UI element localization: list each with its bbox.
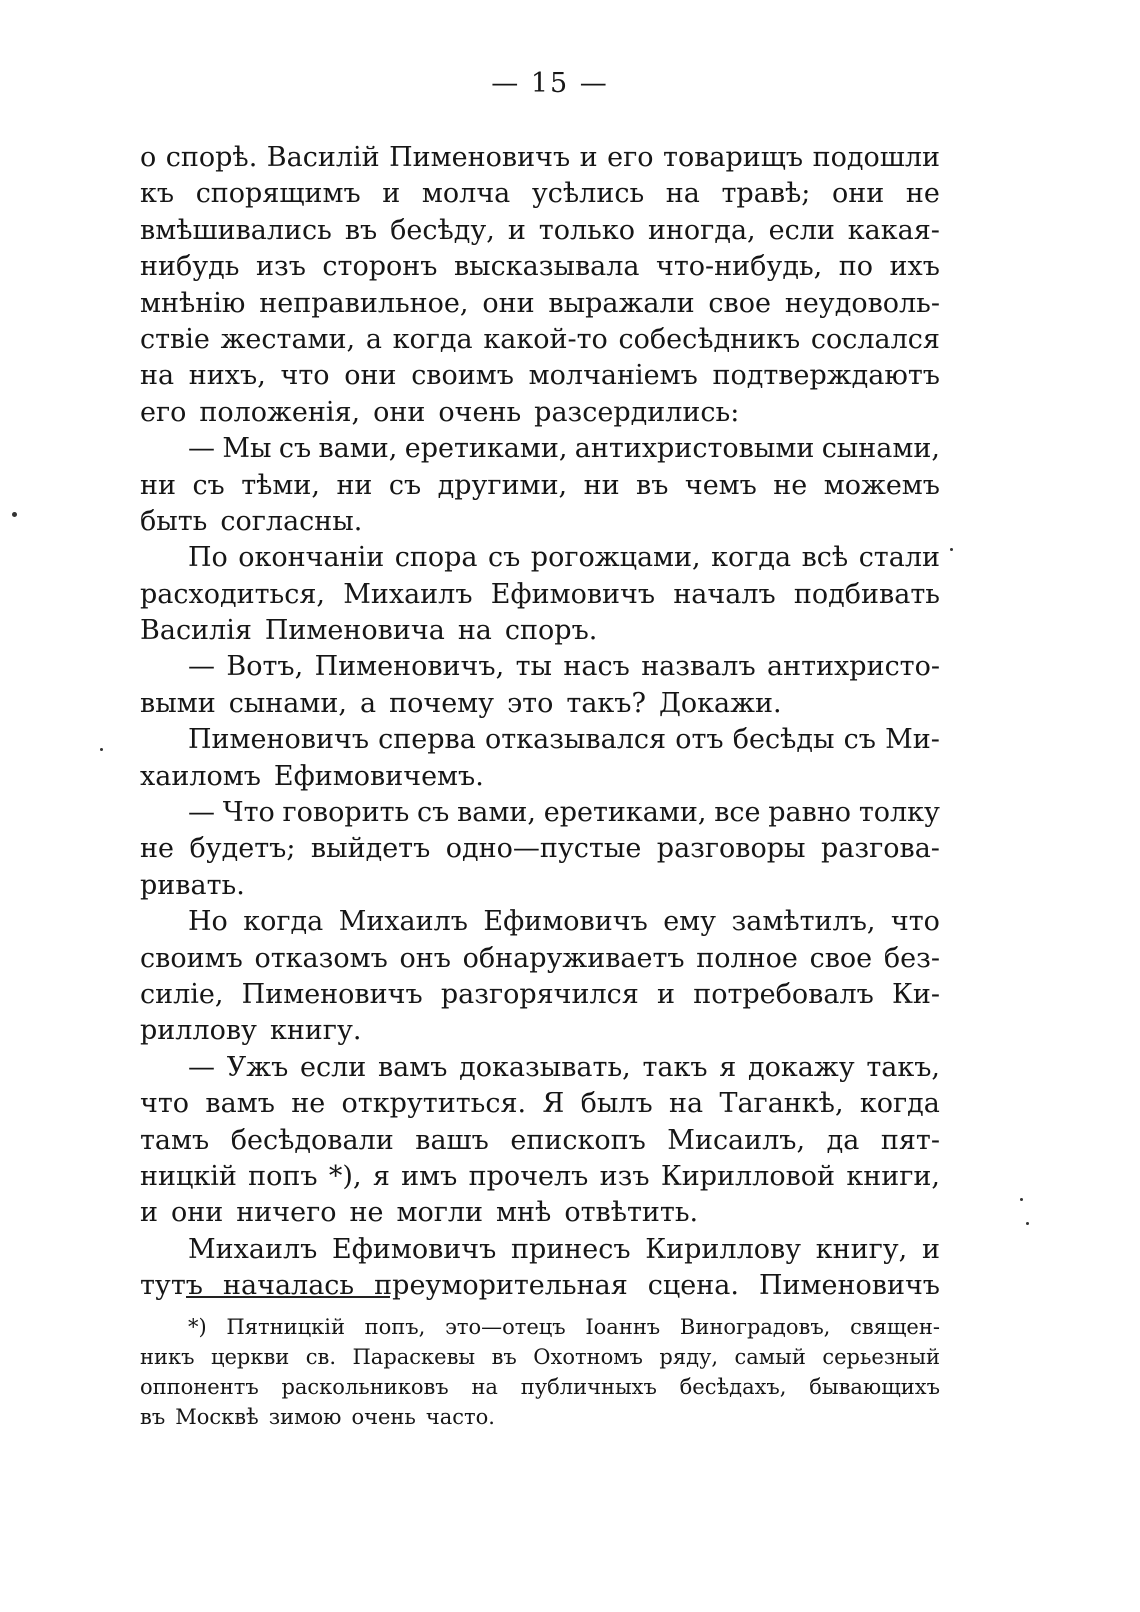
word: свое <box>809 942 873 974</box>
word: Пименовичъ <box>389 142 571 173</box>
text-line <box>140 431 940 467</box>
word: съ <box>278 433 312 465</box>
word: Ефимовичъ <box>483 906 648 938</box>
word: мнѣнію <box>140 287 246 319</box>
word: Пименовичъ, <box>314 651 505 683</box>
text-line <box>140 1086 940 1122</box>
word: ривать. <box>140 869 245 901</box>
text-line <box>140 1050 940 1086</box>
word: почему <box>389 687 495 719</box>
word: назвалъ <box>641 651 756 683</box>
word: въ <box>140 1405 166 1429</box>
word: какой-то <box>483 323 608 355</box>
word: тамъ <box>140 1124 210 1156</box>
word: Ужъ <box>226 1051 289 1083</box>
word: что <box>890 906 940 938</box>
word: антихристовыми <box>574 433 815 465</box>
word: собесѣдникъ <box>618 323 801 355</box>
word: такъ? <box>566 687 646 719</box>
word: попъ <box>248 1160 318 1192</box>
word: подошли <box>812 142 940 173</box>
word: усѣлись <box>531 178 645 210</box>
word: ряду, <box>659 1345 719 1369</box>
text-line <box>140 504 940 540</box>
word: Ми- <box>885 724 940 756</box>
word: подтверждаютъ <box>712 360 940 392</box>
word: очень <box>351 1405 416 1429</box>
scan-speck <box>12 512 17 517</box>
word: стали <box>858 542 940 574</box>
word: риллову <box>140 1015 257 1047</box>
word: ничего <box>236 1197 337 1229</box>
word: церкви <box>210 1345 290 1369</box>
word: никъ <box>140 1345 195 1369</box>
word: Вотъ, <box>226 651 304 683</box>
word: что <box>140 1088 190 1120</box>
word: на <box>665 178 700 210</box>
word: окончаніи <box>238 542 385 574</box>
text-line <box>140 759 940 795</box>
word: Охотномъ <box>533 1345 643 1369</box>
word: въ <box>344 214 378 246</box>
word: спора <box>394 542 478 574</box>
word: часто. <box>425 1405 495 1429</box>
word: къ <box>140 178 175 210</box>
word: прочелъ <box>468 1160 589 1192</box>
text-line <box>140 649 940 685</box>
word: спорящимъ <box>195 178 361 210</box>
word: одно—пустые <box>445 833 642 865</box>
word: чемъ <box>684 469 757 501</box>
word: ни <box>336 469 373 501</box>
word: Пименовичъ <box>188 724 369 756</box>
text-line <box>140 286 940 322</box>
word: въ <box>491 1345 517 1369</box>
word: Ефимовичъ <box>490 578 656 610</box>
word: преуморительная <box>374 1270 628 1302</box>
word: зимою <box>268 1405 342 1429</box>
word: а <box>365 323 382 355</box>
word: не <box>140 833 174 865</box>
word: и <box>140 1197 158 1229</box>
word: Таганкѣ, <box>719 1088 844 1120</box>
word: пят- <box>880 1124 940 1156</box>
word: выми <box>140 687 216 719</box>
word: серьезный <box>822 1345 940 1369</box>
word: Кирилловой <box>660 1160 836 1192</box>
footnote-line <box>140 1372 940 1402</box>
word: подбивать <box>793 578 940 610</box>
word: — <box>188 433 215 465</box>
word: выйдетъ <box>310 833 431 865</box>
word: самый <box>734 1345 806 1369</box>
word: сперва <box>378 724 476 756</box>
word: не <box>905 178 940 210</box>
text-line <box>140 358 940 394</box>
word: молчаніемъ <box>528 360 698 392</box>
word: потребовалъ <box>693 978 874 1010</box>
word: спорѣ. <box>165 142 258 173</box>
word: и <box>579 142 598 173</box>
word: сослался <box>810 323 940 355</box>
word: вмѣшивались <box>140 214 332 246</box>
word: епископъ <box>510 1124 646 1156</box>
word: выражали <box>548 287 695 319</box>
word: отказывался <box>485 724 667 756</box>
word: отъ <box>675 724 724 756</box>
word: сынами, <box>821 433 940 465</box>
word: какая- <box>847 214 940 246</box>
word: — <box>188 797 215 829</box>
word: разсердились: <box>534 396 740 428</box>
word: вашъ <box>415 1124 489 1156</box>
word: мнѣ <box>496 1197 552 1229</box>
word: будетъ; <box>189 833 296 865</box>
text-line <box>140 977 940 1013</box>
word: ствіе <box>140 323 210 355</box>
word: вамъ <box>377 1051 448 1083</box>
scan-speck <box>1020 1198 1023 1201</box>
word: ни <box>140 469 176 501</box>
word: на <box>140 360 175 392</box>
text-line <box>140 540 940 576</box>
word: началась <box>223 1270 355 1302</box>
word: они <box>171 1197 224 1229</box>
word: ни <box>583 469 620 501</box>
word: обнаруживаетъ <box>462 942 685 974</box>
word: ихъ <box>889 251 940 283</box>
word: раскольниковъ <box>281 1375 449 1399</box>
word: Мы <box>222 433 272 465</box>
word: Василія <box>140 615 252 647</box>
page-number: — 15 — <box>491 68 609 99</box>
word: Пятницкій <box>226 1315 345 1339</box>
word: отвѣтить. <box>564 1197 699 1229</box>
text-line <box>140 1232 940 1268</box>
word: если <box>299 1051 367 1083</box>
word: насъ <box>563 651 630 683</box>
word: Ефимовичемъ. <box>273 760 484 792</box>
word: Мисаилъ, <box>667 1124 806 1156</box>
word: съ <box>417 797 450 829</box>
word: свое <box>708 287 771 319</box>
word: Виноградовъ, <box>679 1315 831 1339</box>
word: Пименовичъ <box>758 1270 940 1302</box>
word: ему <box>663 906 717 938</box>
text-line <box>140 1268 940 1304</box>
text-line <box>140 613 940 649</box>
word: говорить <box>282 797 410 829</box>
text-line <box>140 1013 940 1049</box>
word: травѣ; <box>721 178 811 210</box>
word: очень <box>438 396 522 428</box>
text-line <box>140 1195 940 1231</box>
word: разгорячился <box>440 978 639 1010</box>
word: съ <box>388 469 422 501</box>
word: равно <box>768 797 852 829</box>
word: Михаилъ <box>343 578 473 610</box>
word: имъ <box>401 1160 458 1192</box>
word: положенія, <box>199 396 361 428</box>
word: Москвѣ <box>175 1405 259 1429</box>
word: бесѣдовали <box>230 1124 394 1156</box>
footnote-divider <box>186 1296 390 1298</box>
word: жестами, <box>220 323 356 355</box>
text-line <box>140 1123 940 1159</box>
word: антихристо- <box>767 651 940 683</box>
word: хаиломъ <box>140 760 261 792</box>
word: о <box>140 142 157 173</box>
word: открутиться. <box>341 1088 527 1120</box>
word: публичныхъ <box>520 1375 657 1399</box>
word: товарищъ <box>663 142 804 173</box>
word: отказомъ <box>254 942 388 974</box>
word: иногда, <box>647 214 756 246</box>
word: разгова- <box>821 833 940 865</box>
word: силіе, <box>140 978 224 1010</box>
word: быть <box>140 505 208 537</box>
word: съ <box>192 469 225 501</box>
word: неудоволь- <box>784 287 940 319</box>
word: и <box>382 178 401 210</box>
word: Я <box>542 1088 565 1120</box>
word: еретиками, <box>404 433 568 465</box>
word: Михаилъ <box>188 1233 318 1265</box>
text-line <box>140 686 940 722</box>
word: Параскевы <box>352 1345 476 1369</box>
word: нибудь <box>140 251 240 283</box>
word: когда <box>711 542 792 574</box>
word: Пименовичъ <box>241 978 423 1010</box>
word: они <box>373 396 426 428</box>
text-line <box>140 831 940 867</box>
word: бывающихъ <box>809 1375 940 1399</box>
word: Но <box>188 906 228 938</box>
scan-speck <box>100 748 103 751</box>
word: Іоаннъ <box>585 1315 661 1339</box>
text-line <box>140 176 940 212</box>
word: оппонентъ <box>140 1375 259 1399</box>
word: тутъ <box>140 1270 203 1302</box>
word: высказывала <box>453 251 640 283</box>
word: ницкій <box>140 1160 237 1192</box>
word: бесѣду, <box>390 214 495 246</box>
word: разговоры <box>656 833 806 865</box>
word: сторонъ <box>322 251 438 283</box>
word: нихъ, <box>188 360 266 392</box>
word: по <box>838 251 874 283</box>
word: расходиться, <box>140 578 325 610</box>
word: такъ, <box>866 1051 940 1083</box>
footnote-line <box>140 1402 940 1432</box>
word: неправильное, <box>259 287 469 319</box>
text-line <box>140 795 940 831</box>
word: могли <box>396 1197 484 1229</box>
word: только <box>538 214 635 246</box>
word: онъ <box>399 942 451 974</box>
footnote <box>140 1312 940 1432</box>
word: сынами, <box>228 687 347 719</box>
text-line <box>140 322 940 358</box>
word: его <box>607 142 654 173</box>
word: книгу, <box>815 1233 908 1265</box>
word: вами, <box>457 797 536 829</box>
word: на <box>457 615 492 647</box>
word: рогожцами, <box>530 542 701 574</box>
word: споръ. <box>504 615 598 647</box>
word: всѣ <box>801 542 849 574</box>
scan-speck <box>1026 1222 1029 1225</box>
word: не <box>349 1197 384 1229</box>
word: изъ <box>255 251 306 283</box>
word: если <box>768 214 835 246</box>
word: на <box>471 1375 498 1399</box>
word: и <box>507 214 526 246</box>
word: ты <box>515 651 552 683</box>
word: — <box>188 651 215 683</box>
text-line <box>140 213 940 249</box>
word: когда <box>859 1088 940 1120</box>
word: и <box>657 978 676 1010</box>
word: Пименовича <box>264 615 445 647</box>
word: они <box>832 178 885 210</box>
word: *), <box>328 1160 362 1192</box>
word: своимъ <box>411 360 514 392</box>
word: книгу. <box>269 1015 362 1047</box>
word: я <box>372 1160 390 1192</box>
word: *) <box>188 1315 207 1339</box>
text-line <box>140 395 940 431</box>
word: когда <box>243 906 324 938</box>
word: можемъ <box>823 469 940 501</box>
word: без- <box>883 942 940 974</box>
text-line <box>140 577 940 613</box>
word: его <box>140 396 187 428</box>
word: попъ, <box>364 1315 426 1339</box>
text-line <box>140 140 940 176</box>
word: доказывать, <box>459 1051 631 1083</box>
text-line <box>140 941 940 977</box>
word: былъ <box>580 1088 653 1120</box>
word: еретиками, <box>543 797 707 829</box>
word: согласны. <box>220 505 363 537</box>
word: съ <box>488 542 521 574</box>
word: все <box>714 797 761 829</box>
word: это <box>507 687 554 719</box>
word: да <box>826 1124 860 1156</box>
word: на <box>669 1088 704 1120</box>
word: священ- <box>850 1315 940 1339</box>
word: такъ <box>642 1051 708 1083</box>
word: Василій <box>266 142 380 173</box>
word: Ки- <box>891 978 940 1010</box>
body-text <box>140 140 940 1305</box>
word: — <box>188 1051 215 1083</box>
word: я <box>719 1051 737 1083</box>
word: что <box>280 360 330 392</box>
word: толку <box>858 797 940 829</box>
text-line <box>140 868 940 904</box>
word: св. <box>305 1345 337 1369</box>
word: вами, <box>318 433 398 465</box>
word: молча <box>421 178 511 210</box>
word: они <box>344 360 397 392</box>
word: и <box>921 1233 940 1265</box>
word: докажу <box>748 1051 855 1083</box>
word: это—отецъ <box>445 1315 566 1339</box>
word: полное <box>696 942 798 974</box>
word: началъ <box>673 578 776 610</box>
word: не <box>773 469 808 501</box>
word: другими, <box>437 469 568 501</box>
word: книги, <box>846 1160 940 1192</box>
word: вамъ <box>205 1088 275 1120</box>
word: они <box>482 287 535 319</box>
word: бесѣды <box>732 724 835 756</box>
text-line <box>140 1159 940 1195</box>
footnote-line <box>140 1342 940 1372</box>
word: тѣми, <box>241 469 320 501</box>
word: Михаилъ <box>338 906 468 938</box>
text-line <box>140 249 940 285</box>
scan-speck <box>950 548 953 551</box>
footnote-line <box>140 1312 940 1342</box>
word: когда <box>392 323 473 355</box>
word: По <box>188 542 228 574</box>
word: Кириллову <box>645 1233 802 1265</box>
word: что-нибудь, <box>656 251 823 283</box>
word: въ <box>636 469 669 501</box>
word: бесѣдахъ, <box>679 1375 787 1399</box>
word: принесъ <box>511 1233 631 1265</box>
word: съ <box>843 724 876 756</box>
word: сцена. <box>647 1270 739 1302</box>
word: Что <box>222 797 275 829</box>
text-line <box>140 722 940 758</box>
word: изъ <box>599 1160 650 1192</box>
word: а <box>359 687 377 719</box>
word: не <box>291 1088 326 1120</box>
text-line <box>140 904 940 940</box>
word: Ефимовичъ <box>331 1233 497 1265</box>
word: своимъ <box>140 942 243 974</box>
word: замѣтилъ, <box>731 906 876 938</box>
text-line <box>140 468 940 504</box>
word: Докажи. <box>658 687 782 719</box>
